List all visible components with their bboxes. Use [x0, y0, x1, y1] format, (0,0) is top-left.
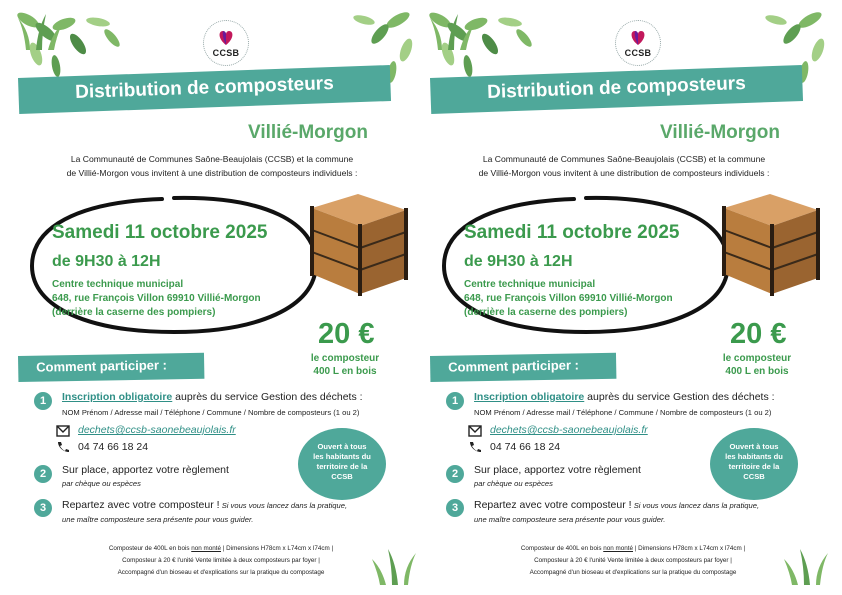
footer-text: | Dimensions H78cm x L74cm x l74cm |	[633, 545, 746, 552]
intro-line: de Villié-Morgon vous invitent à une distribution de composteurs individuels :	[478, 168, 770, 178]
open-to-all-badge	[298, 428, 386, 500]
address-line: 648, rue François Villon 69910 Villié-Morgon	[52, 293, 261, 304]
price-line: 400 L en bois	[313, 366, 377, 377]
badge-line: Ouvert à tous	[317, 442, 367, 451]
event-hours: de 9H30 à 12H	[52, 253, 161, 270]
step-3-text	[62, 499, 347, 511]
price-detail	[718, 352, 796, 378]
step-3-text	[474, 499, 759, 511]
step-3-note: Si vous vous lancez dans la pratique,	[631, 501, 760, 510]
footer-text: | Dimensions H78cm x L74cm x l74cm |	[221, 545, 334, 552]
heart-logo-icon	[616, 21, 660, 65]
registration-link[interactable]: Inscription obligatoire	[62, 391, 173, 403]
intro-text	[444, 152, 804, 180]
step-1-text	[474, 391, 775, 403]
price-detail	[306, 352, 384, 378]
step-2-number: 2	[446, 465, 464, 483]
flyer-page-right	[428, 10, 830, 585]
phone-number: 04 74 66 18 24	[490, 441, 561, 453]
page-title: Distribution de composteurs	[74, 72, 335, 104]
address-line: (derrière la caserne des pompiers)	[464, 307, 628, 318]
how-banner	[430, 353, 616, 382]
step-1-label: auprès du service Gestion des déchets :	[584, 391, 775, 403]
footer-text: Composteur de 400L en bois	[520, 545, 604, 552]
badge-line: les habitants du	[313, 452, 371, 461]
price-line: le composteur	[310, 353, 380, 364]
badge-line: CCSB	[743, 472, 765, 481]
address-line: Centre technique municipal	[464, 279, 596, 290]
badge-line: territoire de la	[316, 462, 368, 471]
email-link[interactable]: dechets@ccsb-saonebeaujolais.fr	[78, 424, 236, 436]
logo-text: CCSB	[212, 48, 240, 58]
step-1-label: auprès du service Gestion des déchets :	[172, 391, 363, 403]
phone-number: 04 74 66 18 24	[78, 441, 149, 453]
mail-icon	[468, 425, 482, 437]
grass-icon	[16, 10, 76, 50]
page-title: Distribution de composteurs	[486, 72, 747, 104]
intro-line: de Villié-Morgon vous invitent à une distribution de composteurs individuels :	[66, 168, 358, 178]
step-2-detail: par chèque ou espèces	[474, 479, 553, 488]
footer-line: Accompagné d'un bioseau et d'explications sur la pratique du compostage	[117, 569, 325, 576]
step-3-label: Repartez avec votre composteur !	[474, 499, 632, 511]
step-3-detail: une maître composteure sera présente pour vous guider.	[474, 515, 666, 524]
address-line: Centre technique municipal	[52, 279, 184, 290]
step-3-number: 3	[34, 499, 52, 517]
intro-line: La Communauté de Communes Saône-Beaujolais (CCSB) et la commune	[482, 154, 766, 164]
wooden-composter-image	[298, 190, 410, 300]
how-heading: Comment participer :	[448, 357, 580, 375]
step-3-label: Repartez avec votre composteur !	[62, 499, 220, 511]
price: 20 €	[318, 318, 375, 350]
step-2-text: Sur place, apportez votre règlement	[62, 464, 229, 476]
phone-icon	[56, 441, 70, 453]
phone-icon	[468, 441, 482, 453]
step-1-detail: NOM Prénom / Adresse mail / Téléphone / Commune / Nombre de composteurs (1 ou 2)	[474, 408, 772, 417]
footer-line	[56, 545, 386, 552]
town-subtitle: Villié-Morgon	[248, 122, 368, 143]
how-heading: Comment participer :	[36, 357, 168, 375]
address-line: 648, rue François Villon 69910 Villié-Morgon	[464, 293, 673, 304]
badge-line: CCSB	[331, 472, 353, 481]
address-line: (derrière la caserne des pompiers)	[52, 307, 216, 318]
ccsb-logo	[615, 20, 661, 66]
footer-line: Composteur à 20 € l'unité Vente limitée à deux composteurs par foyer |	[122, 557, 320, 564]
logo-text: CCSB	[624, 48, 652, 58]
badge-line: les habitants du	[725, 452, 783, 461]
step-1-text	[62, 391, 363, 403]
open-to-all-badge	[710, 428, 798, 500]
step-3-note: Si vous vous lancez dans la pratique,	[219, 501, 348, 510]
email-link[interactable]: dechets@ccsb-saonebeaujolais.fr	[490, 424, 648, 436]
step-1-detail: NOM Prénom / Adresse mail / Téléphone / Commune / Nombre de composteurs (1 ou 2)	[62, 408, 360, 417]
town-subtitle: Villié-Morgon	[660, 122, 780, 143]
step-2-detail: par chèque ou espèces	[62, 479, 141, 488]
flyer-page-left	[16, 10, 418, 585]
footer-not-assembled: non monté	[603, 545, 634, 552]
intro-text	[32, 152, 392, 180]
ccsb-logo	[203, 20, 249, 66]
step-1-number: 1	[34, 392, 52, 410]
badge-line: Ouvert à tous	[729, 442, 779, 451]
heart-logo-icon	[204, 21, 248, 65]
how-banner	[18, 353, 204, 382]
price-line: le composteur	[722, 353, 792, 364]
step-3-number: 3	[446, 499, 464, 517]
event-address	[52, 278, 261, 320]
grass-icon	[428, 10, 488, 50]
wooden-composter-image	[710, 190, 822, 300]
footer-line	[468, 545, 798, 552]
step-2-text: Sur place, apportez votre règlement	[474, 464, 641, 476]
price-line: 400 L en bois	[725, 366, 789, 377]
event-date: Samedi 11 octobre 2025	[52, 222, 268, 243]
event-date: Samedi 11 octobre 2025	[464, 222, 680, 243]
intro-line: La Communauté de Communes Saône-Beaujolais (CCSB) et la commune	[70, 154, 354, 164]
footer-not-assembled: non monté	[191, 545, 222, 552]
badge-line: territoire de la	[728, 462, 780, 471]
step-1-number: 1	[446, 392, 464, 410]
mail-icon	[56, 425, 70, 437]
footer-line: Composteur à 20 € l'unité Vente limitée à deux composteurs par foyer |	[534, 557, 732, 564]
step-2-number: 2	[34, 465, 52, 483]
step-3-detail: une maître composteure sera présente pour vous guider.	[62, 515, 254, 524]
registration-link[interactable]: Inscription obligatoire	[474, 391, 585, 403]
footer-line: Accompagné d'un bioseau et d'explications sur la pratique du compostage	[529, 569, 737, 576]
event-address	[464, 278, 673, 320]
footer-text: Composteur de 400L en bois	[108, 545, 192, 552]
event-hours: de 9H30 à 12H	[464, 253, 573, 270]
price: 20 €	[730, 318, 787, 350]
